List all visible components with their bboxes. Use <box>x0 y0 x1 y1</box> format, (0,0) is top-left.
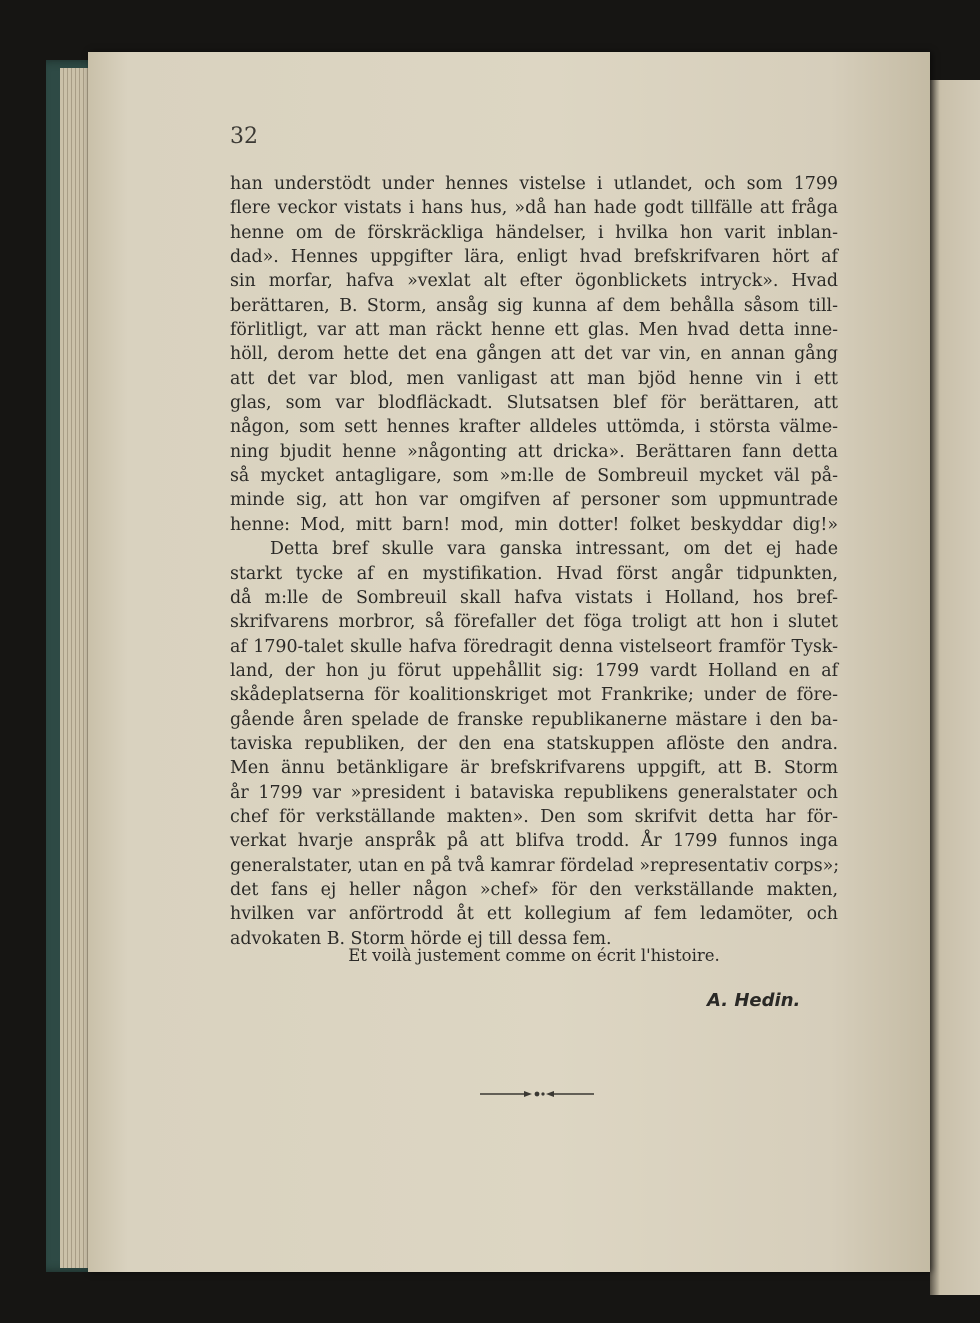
end-ornament <box>480 1087 594 1101</box>
text-line: generalstater, utan en på två kamrar fördelad »representativ corps»; <box>230 855 840 876</box>
text-line: af 1790-talet skulle hafva föredragit denna vistelseort framför Tysk- <box>230 636 838 657</box>
text-line: hvilken var anförtrodd åt ett kollegium af fem ledamöter, och <box>230 904 838 925</box>
text-line: verkat hvarje anspråk på att blifva trodd. År 1799 funnos inga <box>230 831 838 852</box>
text-line: skrifvarens morbror, så förefaller det föga troligt att hon i slutet <box>230 612 838 633</box>
text-line: han understödt under hennes vistelse i utlandet, och som 1799 <box>230 174 838 194</box>
text-line: år 1799 var »president i bataviska republikens generalstater och <box>230 782 838 803</box>
text-line: minde sig, att hon var omgifven af personer som uppmuntrade <box>230 490 838 511</box>
text-line: henne om de förskräckliga händelser, i hvilka hon varit inblan- <box>230 222 838 243</box>
author-signature: A. Hedin. <box>707 990 801 1011</box>
text-line: Detta bref skulle vara ganska intressant, om det ej hade <box>270 539 838 560</box>
text-line: flere veckor vistats i hans hus, »då han hade godt tillfälle att fråga <box>230 198 838 219</box>
text-line: någon, som sett hennes krafter alldeles uttömda, i största välme- <box>230 417 838 438</box>
text-line: att det var blod, men vanligast att man bjöd henne vin i ett <box>230 368 838 389</box>
text-line: så mycket antagligare, som »m:lle de Sombreuil mycket väl på- <box>230 466 838 487</box>
text-line: Men ännu betänkligare är brefskrifvarens uppgift, att B. Storm <box>230 758 838 779</box>
closing-quote: Et voilà justement comme on écrit l'histoire. <box>348 946 720 965</box>
facing-page-edge <box>930 80 980 1295</box>
text-line: förlitligt, var att man räckt henne ett glas. Men hvad detta inne- <box>230 320 838 341</box>
text-line: starkt tycke af en mystifikation. Hvad först angår tidpunkten, <box>230 563 838 584</box>
text-line: sin morfar, hafva »vexlat alt efter ögonblickets intryck». Hvad <box>230 271 838 292</box>
text-line: henne: Mod, mitt barn! mod, min dotter! folket beskyddar dig!» <box>230 514 838 535</box>
text-line: taviska republiken, der den ena statskuppen aflöste den andra. <box>230 733 838 754</box>
text-line: land, der hon ju förut uppehållit sig: 1799 vardt Holland en af <box>230 660 838 681</box>
text-line: gående åren spelade de franske republikanerne mästare i den ba- <box>230 709 838 730</box>
text-line: ning bjudit henne »någonting att dricka». Berättaren fann detta <box>230 441 838 462</box>
text-line: chef för verkställande makten». Den som skrifvit detta har för- <box>230 806 838 827</box>
text-line: advokaten B. Storm hörde ej till dessa fem. <box>230 928 612 949</box>
text-line: glas, som var blodfläckadt. Slutsatsen blef för berättaren, att <box>230 393 838 414</box>
text-line: då m:lle de Sombreuil skall hafva vistats i Holland, hos bref- <box>230 587 838 608</box>
text-line: höll, derom hette det ena gången att det var vin, en annan gång <box>230 344 838 365</box>
text-line: dad». Hennes uppgifter lära, enligt hvad brefskrifvaren hört af <box>230 247 838 268</box>
text-line: berättaren, B. Storm, ansåg sig kunna af dem behålla såsom till- <box>230 295 838 316</box>
text-line: det fans ej heller någon »chef» för den verkställande makten, <box>230 879 838 900</box>
page-number: 32 <box>230 124 258 149</box>
text-line: skådeplatserna för koalitionskriget mot Frankrike; under de före- <box>230 685 838 706</box>
body-text <box>230 172 838 951</box>
